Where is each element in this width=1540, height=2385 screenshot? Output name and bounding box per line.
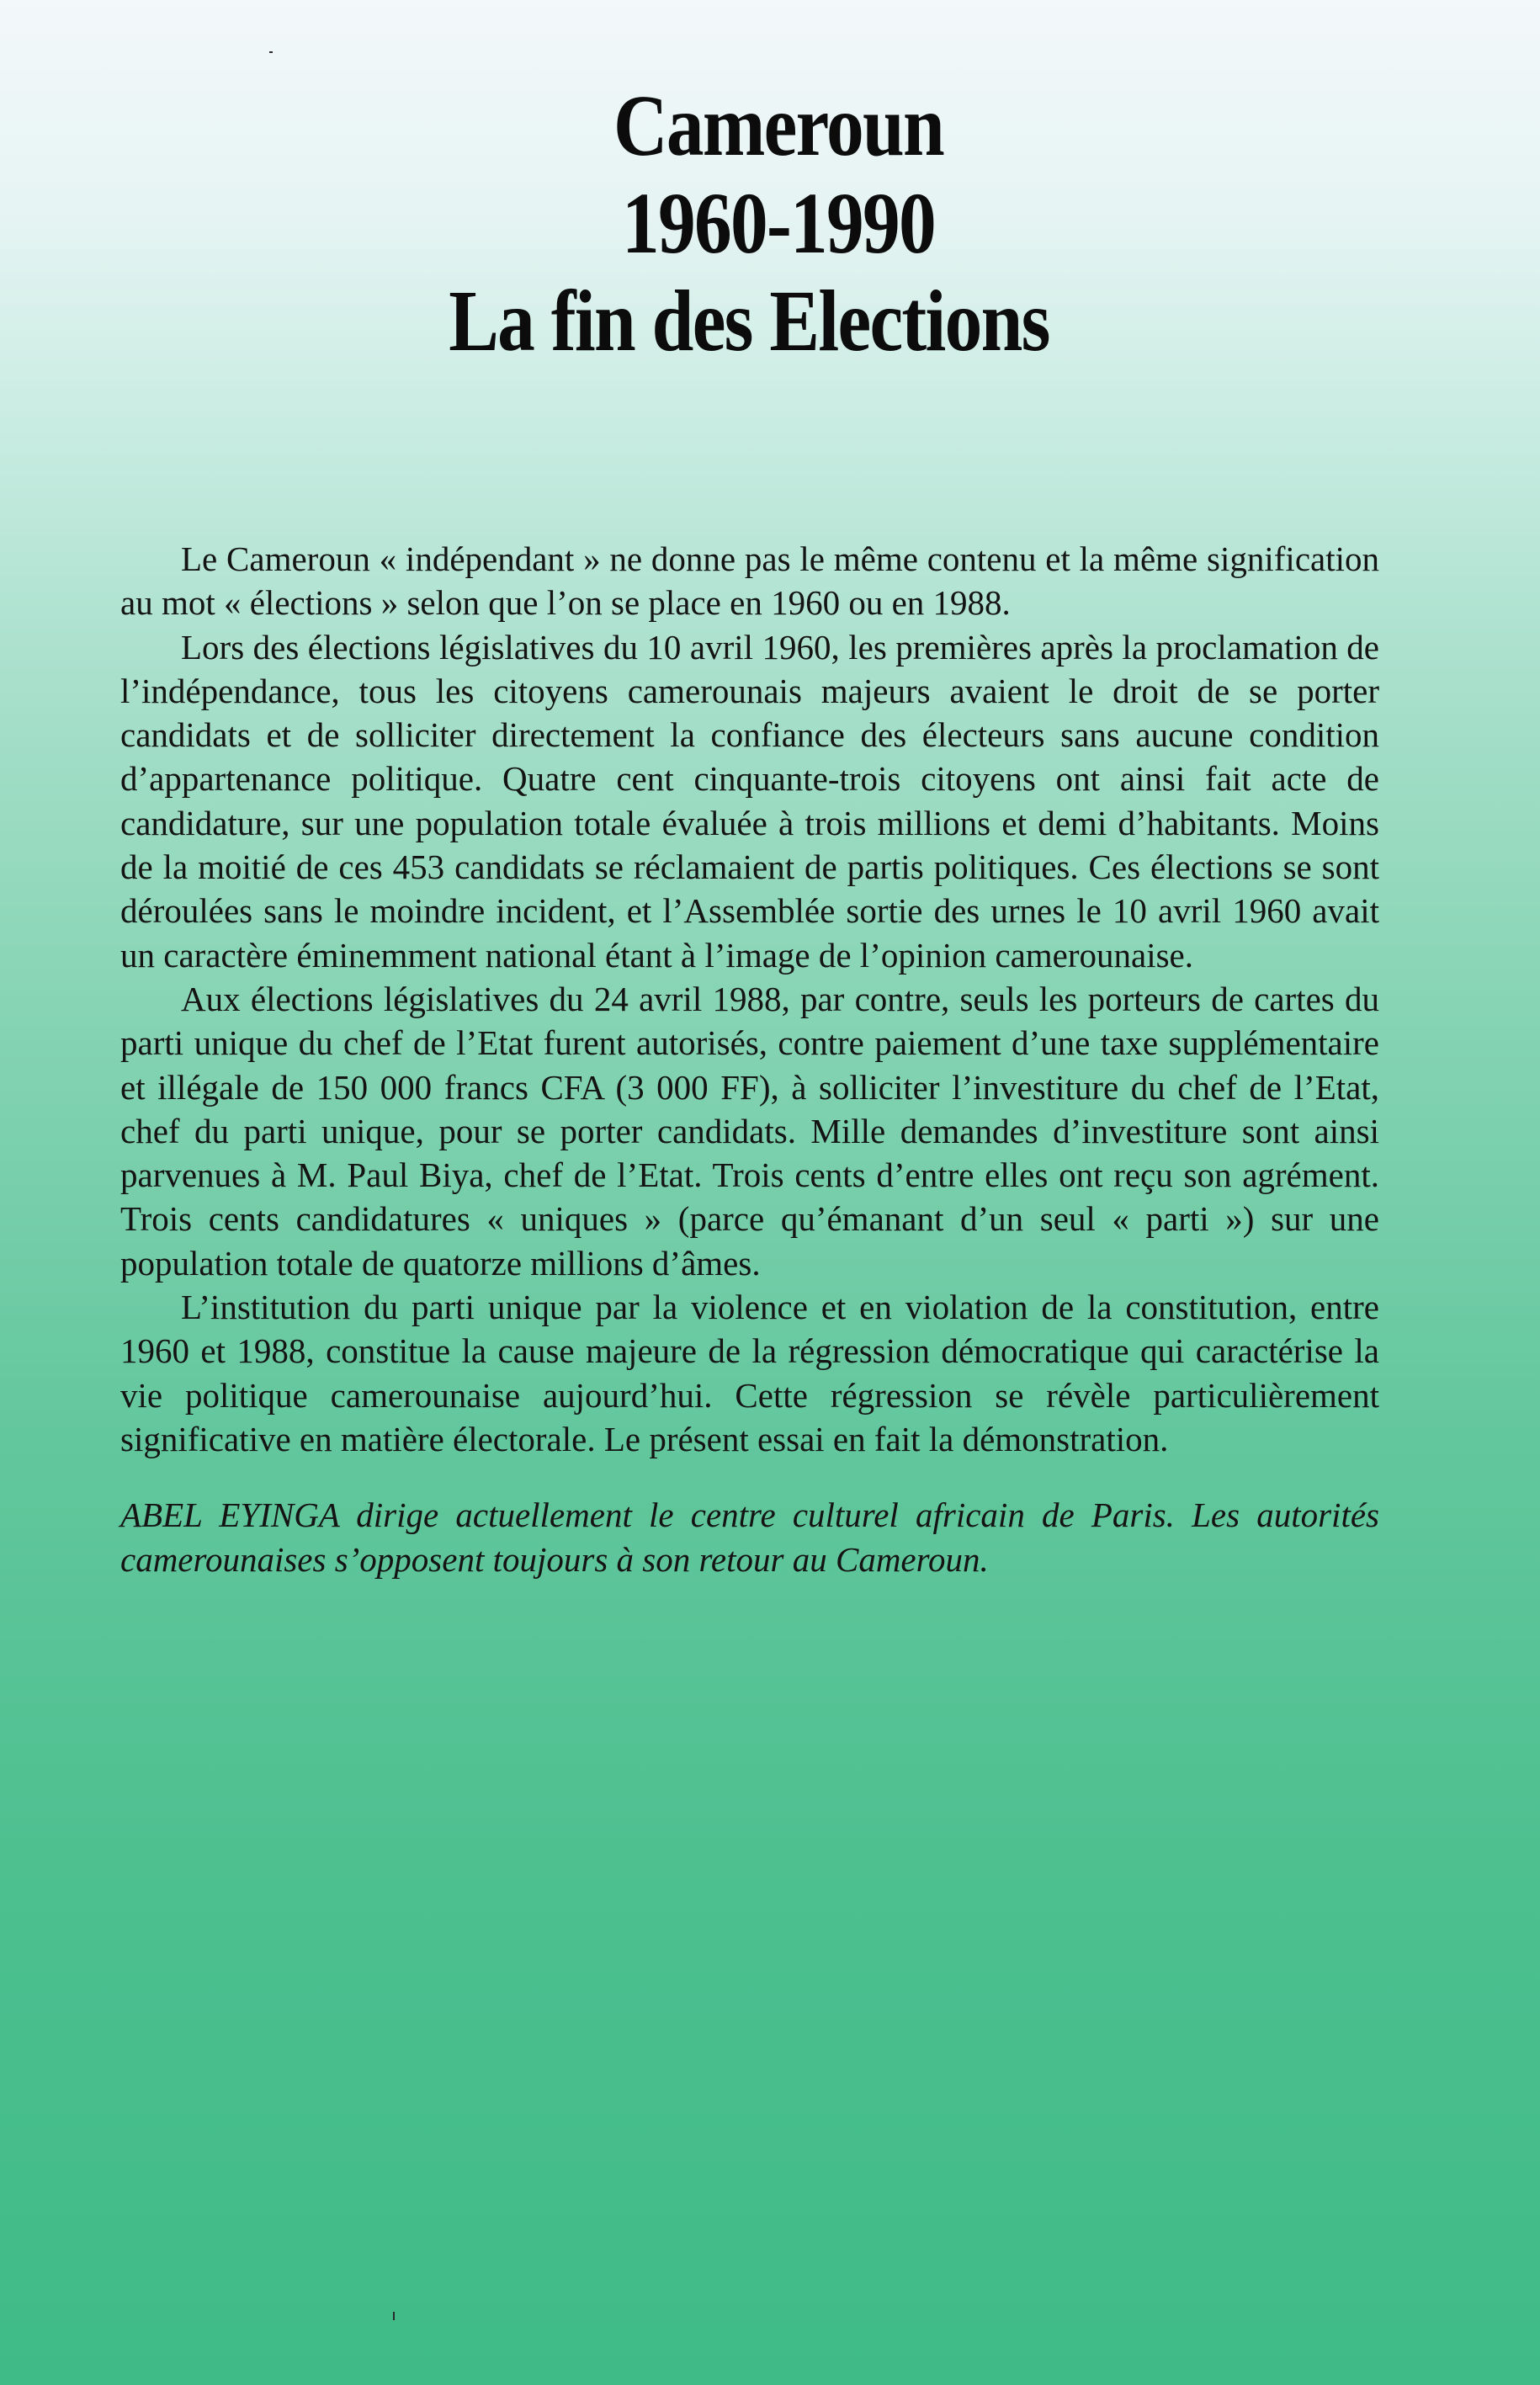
blurb-paragraph-conclusion: L’institution du parti unique par la violence et en violation de la constitution, entre 1960 et 1988, constitue la cause majeure de la régression démocratique qui caractérise la vie politique camerounaise aujourd’hui. Cette régression se révèle particulièrement significative en matière électorale. Le présent essai en fait la démonstration. xyxy=(120,1288,1379,1458)
title-line-years: 1960-1990 xyxy=(621,175,936,272)
back-cover-blurb xyxy=(120,537,1379,1581)
print-speck xyxy=(393,2312,395,2320)
blurb-paragraph-1988: Aux élections législatives du 24 avril 1988, par contre, seuls les porteurs de cartes du parti unique du chef de l’Etat furent autorisés, contre paiement d’une taxe supplémentaire et illégale de 150 000 francs CFA (3 000 FF), à solliciter l’investiture du chef de l’Etat, chef du parti unique, pour se porter candidats. Mille demandes d’investiture sont ainsi parvenues à M. Paul Biya, chef de l’Etat. Trois cents d’entre elles ont reçu son agrément. Trois cents candidatures « uniques » (parce qu’émanant d’un seul « parti ») sur une population totale de quatorze millions d’âmes. xyxy=(120,979,1379,1283)
author-bio: ABEL EYINGA dirige actuellement le centre culturel africain de Paris. Les autorités camerounaises s’opposent toujours à son retour au Cameroun. xyxy=(120,1495,1379,1579)
blurb-paragraph-1960: Lors des élections législatives du 10 avril 1960, les premières après la proclamation de l’indépendance, tous les citoyens camerounais majeurs avaient le droit de se porter candidats et de solliciter directement la confiance des électeurs sans aucune condition d’appartenance politique. Quatre cent cinquante-trois citoyens ont ainsi fait acte de candidature, sur une population totale évaluée à trois millions et demi d’habitants. Moins de la moitié de ces 453 candidats se réclamaient de partis politiques. Ces élections se sont déroulées sans le moindre incident, et l’Assemblée sortie des urnes le 10 avril 1960 avait un caractère éminemment national étant à l’image de l’opinion camerounaise. xyxy=(120,627,1379,975)
blurb-paragraph-intro: Le Cameroun « indépendant » ne donne pas le même contenu et la même signification au mot « élections » selon que l’on se place en 1960 ou en 1988. xyxy=(120,539,1379,623)
book-title xyxy=(0,77,1498,370)
print-speck xyxy=(269,51,273,53)
title-line-country: Cameroun xyxy=(613,77,944,174)
title-line-subtitle: La fin des Elections xyxy=(449,273,1049,369)
